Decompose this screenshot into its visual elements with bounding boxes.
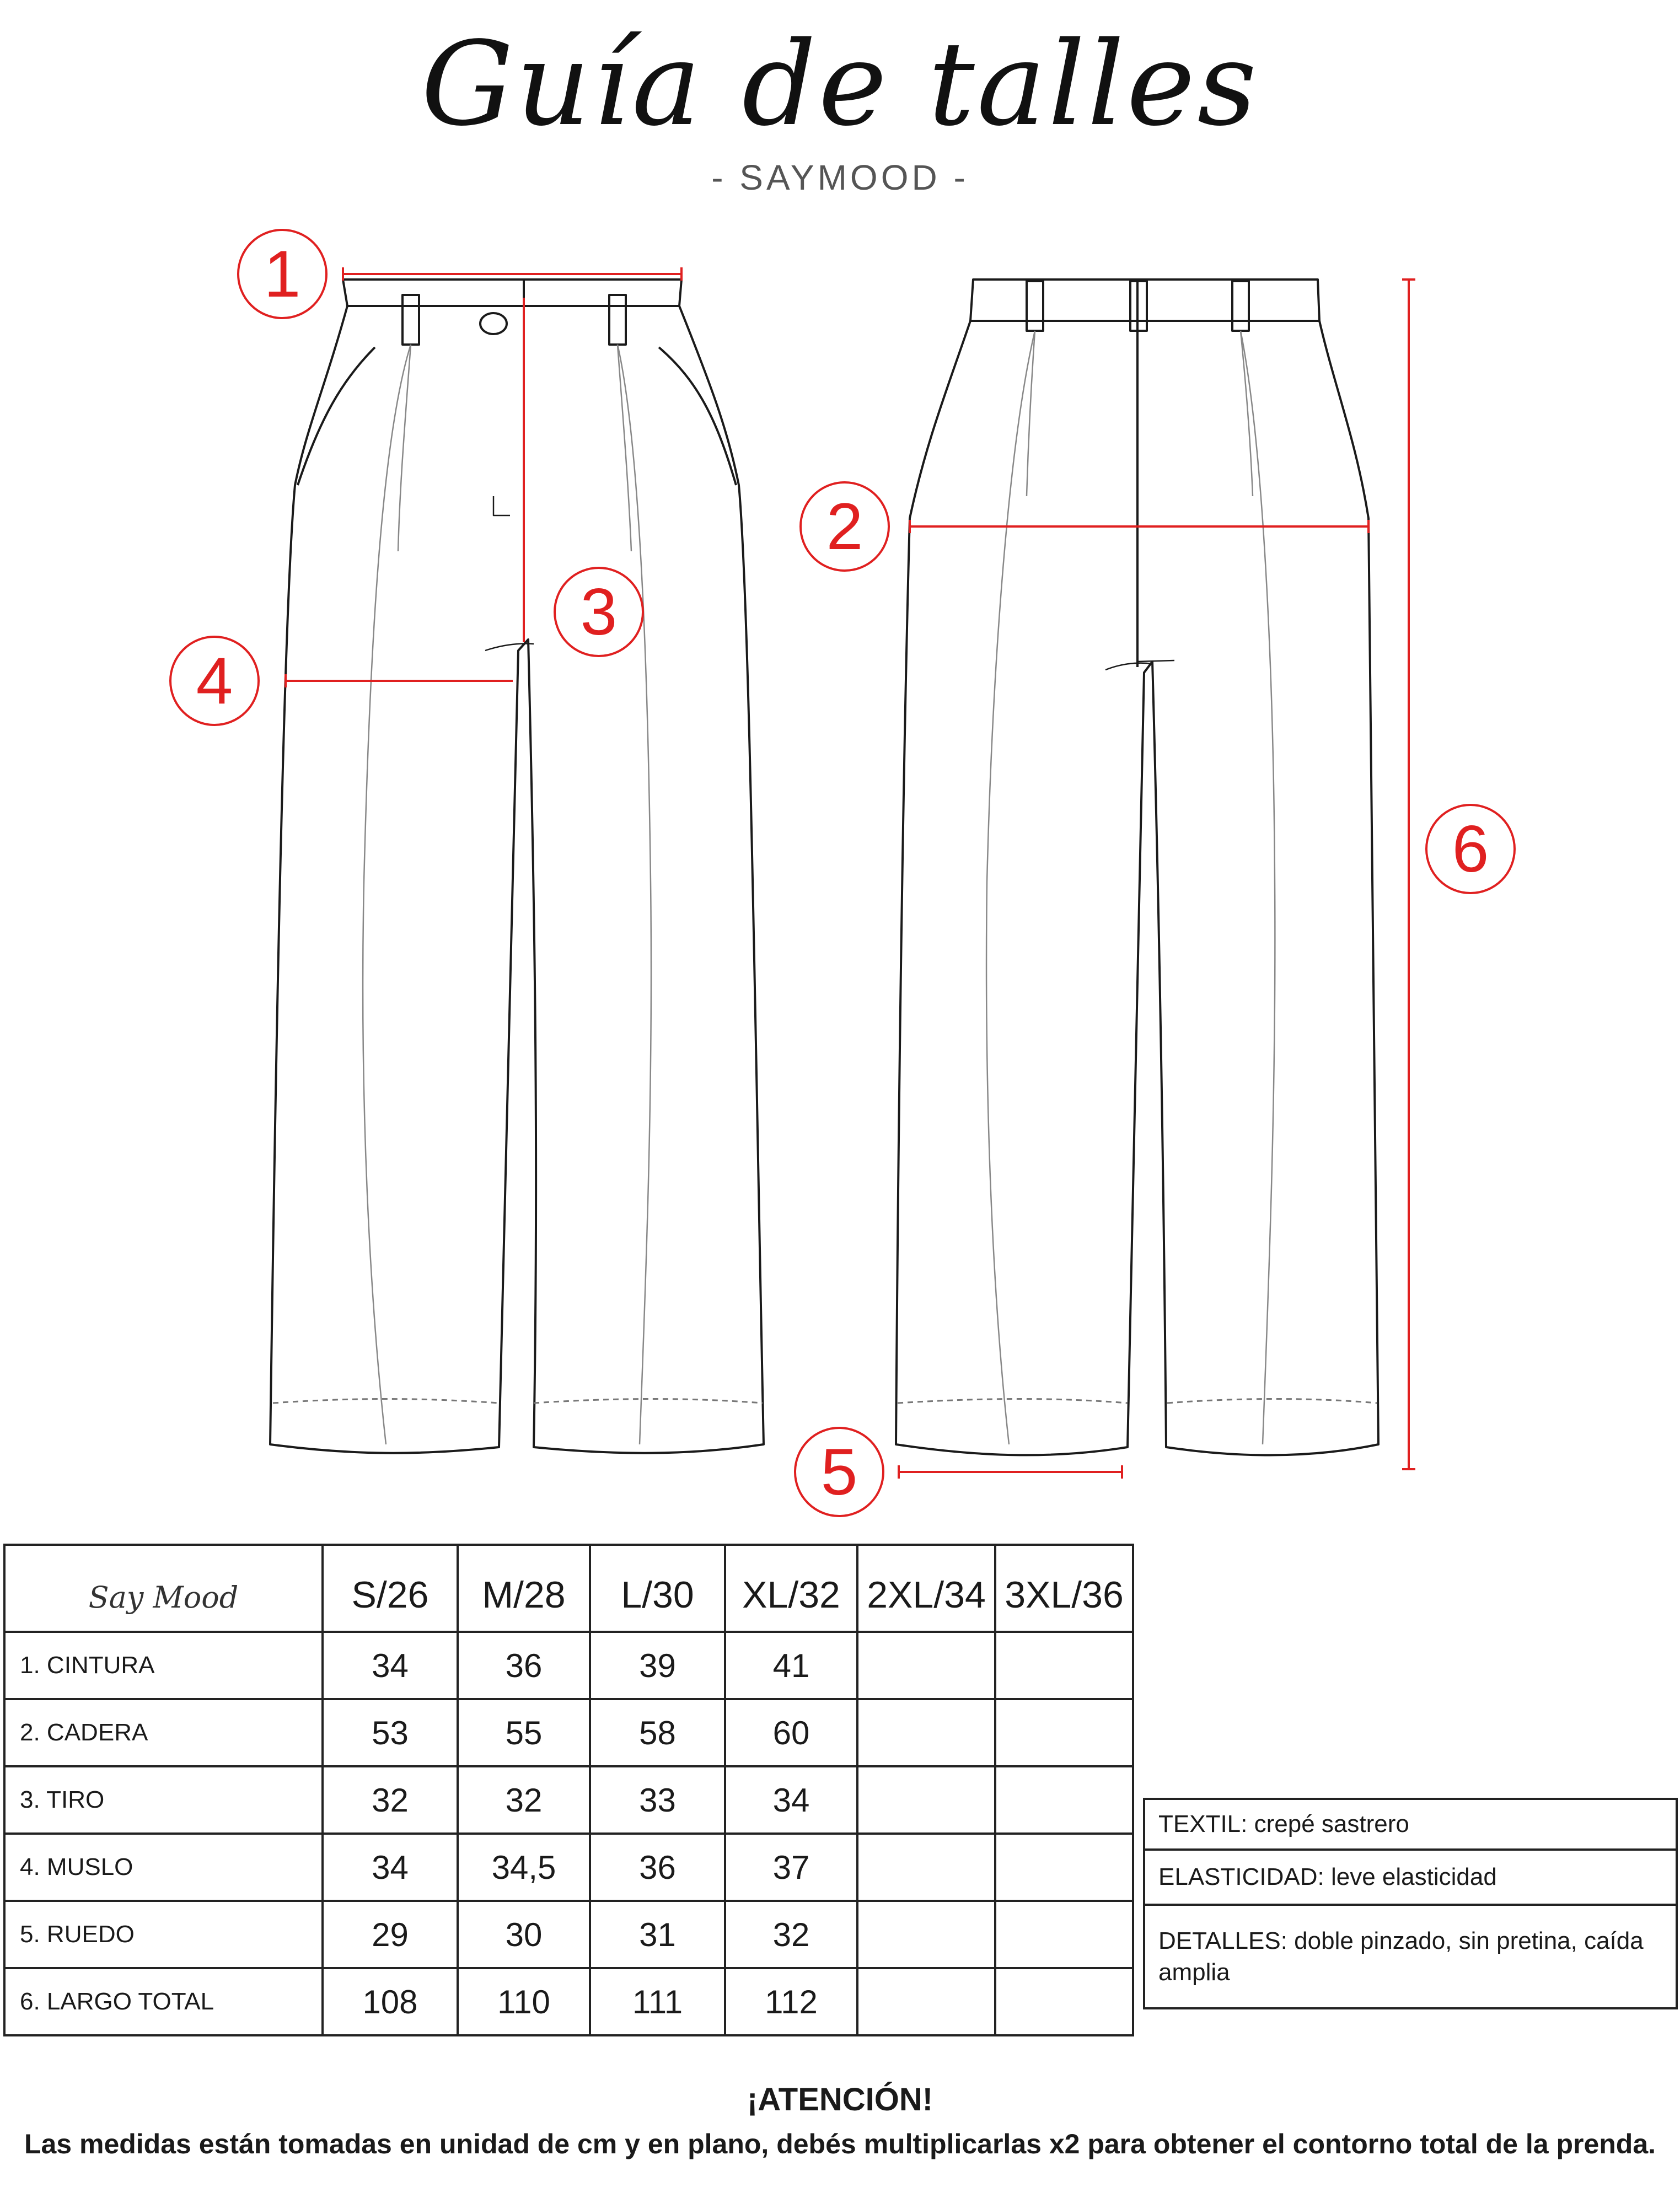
table-row: [4, 1766, 1133, 1834]
table-cell: 36: [458, 1632, 590, 1699]
table-header-row: [4, 1545, 1133, 1632]
size-header: S/26: [323, 1545, 458, 1632]
table-row: [4, 1699, 1133, 1766]
table-row: [4, 1834, 1133, 1901]
table-cell: 31: [590, 1901, 725, 1968]
fabric-details-table: [1143, 1798, 1678, 2009]
size-chart-table: [3, 1544, 1134, 2036]
table-cell: [857, 1766, 995, 1834]
marker-1: 1: [264, 237, 301, 311]
front-view-pants: [270, 280, 764, 1453]
table-cell: 30: [458, 1901, 590, 1968]
table-cell: [995, 1632, 1133, 1699]
table-cell: [857, 1901, 995, 1968]
back-hem-stitch: [898, 1399, 1377, 1404]
row-label: 1. CINTURA: [4, 1632, 323, 1699]
back-view-pants: [896, 280, 1378, 1455]
size-header: 3XL/36: [995, 1545, 1133, 1632]
table-row: [4, 1632, 1133, 1699]
row-label: 2. CADERA: [4, 1699, 323, 1766]
table-cell: 36: [590, 1834, 725, 1901]
size-header: M/28: [458, 1545, 590, 1632]
table-cell: [857, 1834, 995, 1901]
table-cell: [995, 1968, 1133, 2035]
table-cell: [857, 1699, 995, 1766]
brand-signature-cell: [4, 1545, 323, 1632]
marker-2: 2: [826, 490, 863, 563]
table-cell: 60: [725, 1699, 857, 1766]
table-cell: [995, 1699, 1133, 1766]
table-row: [4, 1968, 1133, 2035]
table-cell: 34,5: [458, 1834, 590, 1901]
table-cell: 34: [323, 1834, 458, 1901]
size-header: L/30: [590, 1545, 725, 1632]
table-cell: 111: [590, 1968, 725, 2035]
marker-3: 3: [580, 575, 618, 649]
size-header: 2XL/34: [857, 1545, 995, 1632]
table-cell: 32: [323, 1766, 458, 1834]
elasticity-info: ELASTICIDAD: leve elasticidad: [1144, 1850, 1677, 1905]
table-cell: [857, 1632, 995, 1699]
table-cell: 32: [458, 1766, 590, 1834]
size-header: XL/32: [725, 1545, 857, 1632]
front-pleat-lines: [363, 345, 651, 1444]
measurement-lines: [286, 267, 1415, 1479]
row-label: 4. MUSLO: [4, 1834, 323, 1901]
fabric-info: TEXTIL: crepé sastrero: [1144, 1799, 1677, 1850]
front-hem-stitch: [273, 1399, 763, 1404]
table-cell: 41: [725, 1632, 857, 1699]
table-cell: 34: [725, 1766, 857, 1834]
table-cell: 34: [323, 1632, 458, 1699]
marker-4: 4: [196, 644, 233, 718]
row-label: 5. RUEDO: [4, 1901, 323, 1968]
brand-signature: Say Mood: [88, 1580, 239, 1615]
row-label: 6. LARGO TOTAL: [4, 1968, 323, 2035]
table-cell: [995, 1834, 1133, 1901]
row-label: 3. TIRO: [4, 1766, 323, 1834]
marker-6: 6: [1452, 812, 1489, 886]
table-cell: 108: [323, 1968, 458, 2035]
table-cell: 112: [725, 1968, 857, 2035]
table-row: [4, 1901, 1133, 1968]
brand-subtitle: - SAYMOOD -: [711, 158, 969, 197]
details-info: DETALLES: doble pinzado, sin pretina, caída amplia: [1144, 1905, 1677, 2008]
table-cell: [857, 1968, 995, 2035]
table-cell: [995, 1766, 1133, 1834]
table-cell: 110: [458, 1968, 590, 2035]
table-cell: 32: [725, 1901, 857, 1968]
table-cell: 58: [590, 1699, 725, 1766]
table-cell: 29: [323, 1901, 458, 1968]
table-cell: 39: [590, 1632, 725, 1699]
notice-text: Las medidas están tomadas en unidad de cm y en plano, debés multiplicarlas x2 para obtener el contorno total de la prenda.: [24, 2129, 1656, 2159]
page-title: Guía de talles: [421, 17, 1259, 152]
marker-5: 5: [820, 1435, 858, 1509]
table-cell: [995, 1901, 1133, 1968]
table-cell: 53: [323, 1699, 458, 1766]
table-cell: 33: [590, 1766, 725, 1834]
table-cell: 55: [458, 1699, 590, 1766]
table-cell: 37: [725, 1834, 857, 1901]
notice-title: ¡ATENCIÓN!: [747, 2082, 933, 2118]
